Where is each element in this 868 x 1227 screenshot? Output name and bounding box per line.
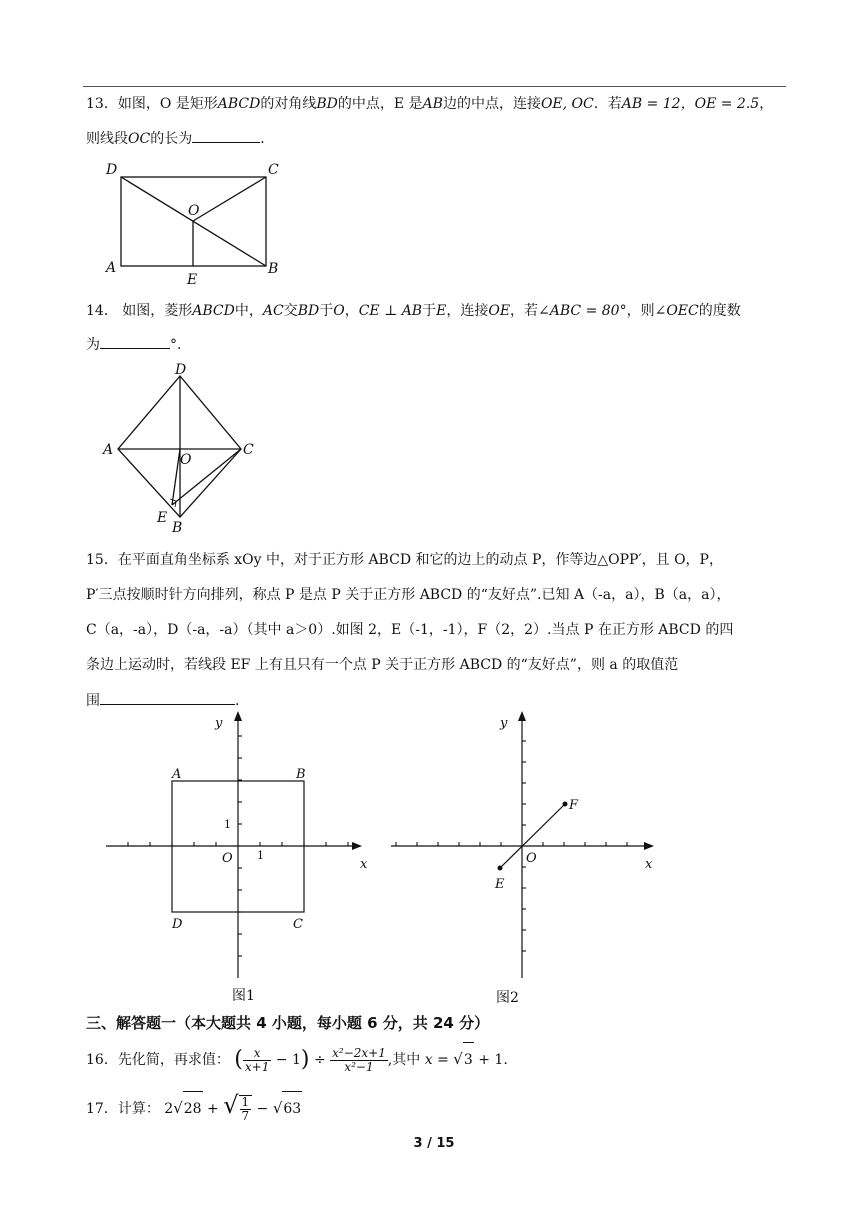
q13-line2: 则线段OC的长为 ． xyxy=(86,128,274,149)
axis-x-label: x xyxy=(645,857,653,872)
label-E: E xyxy=(157,510,168,526)
label-B: B xyxy=(268,261,279,277)
answer-blank[interactable] xyxy=(192,128,260,143)
label-A: A xyxy=(172,767,182,782)
axis-y-label: y xyxy=(215,716,223,731)
label-B: B xyxy=(172,520,183,536)
tick-label-y1: 1 xyxy=(224,818,231,831)
q15-line3: C（a，-a），D（-a，-a）（其中 a＞0）.如图 2，E（-1，-1），F（2，2）.当点 P 在正方形 ABCD 的四 xyxy=(86,622,734,638)
q14-figure xyxy=(100,362,270,537)
axis-y-label: y xyxy=(500,716,508,731)
answer-blank[interactable] xyxy=(100,334,170,349)
label-A: A xyxy=(103,442,114,458)
label-F: F xyxy=(569,798,579,813)
q16-line: 16．先化简，再求值： ( $\frac{x}{x+1}$ − 1) ÷ $\frac{\text{x²−2x+1}}{\text{x²−1}}$ ,其中 x = √3 + 1. xyxy=(86,1042,508,1077)
label-O: O xyxy=(526,851,537,866)
q15-figure1 xyxy=(100,710,380,1010)
q13-figure xyxy=(100,155,300,290)
q15-line4: 条边上运动时，若线段 EF 上有且只有一个点 P 关于正方形 ABCD 的“友好点”，则 a 的取值范 xyxy=(86,657,679,673)
header-rule xyxy=(83,86,786,87)
q15-line2: P′三点按顺时针方向排列，称点 P 是点 P 关于正方形 ABCD 的“友好点”.已知 A（-a，a），B（a，a）， xyxy=(86,587,731,603)
page-number: 3 / 15 xyxy=(413,1136,455,1151)
label-C: C xyxy=(243,442,254,458)
q15-line5: 围 . xyxy=(86,690,239,711)
label-D: D xyxy=(175,362,187,378)
fraction: $\frac{x}{x+1}$ xyxy=(244,1045,270,1074)
q13-line1: 13．如图，O 是矩形ABCD的对角线BD的中点，E 是AB边的中点，连接OE, OC．若AB = 12，OE = 2.5， xyxy=(86,96,774,112)
q14-line1: 14． 如图，菱形ABCD中，AC交BD于O，CE ⊥ AB于E，连接OE，若∠ABC = 80°，则∠OEC的度数 xyxy=(86,303,741,319)
label-C: C xyxy=(293,917,303,932)
label-B: B xyxy=(296,767,306,782)
label-O: O xyxy=(180,452,192,468)
fraction: $\frac{\text{x²−2x+1}}{\text{x²−1}}$ xyxy=(332,1045,386,1074)
label-C: C xyxy=(268,162,279,178)
section-heading: 三、解答题一（本大题共 4 小题，每小题 6 分，共 24 分） xyxy=(86,1014,490,1032)
label-D: D xyxy=(172,917,183,932)
label-D: D xyxy=(106,162,118,178)
figure2-caption: 图2 xyxy=(496,990,519,1006)
q15-figure2 xyxy=(385,710,665,1010)
label-O: O xyxy=(188,203,200,219)
figure1-caption: 图1 xyxy=(232,988,255,1004)
q17-line: 17．计算： 2√28 + √ $\frac{1}{7}$ − √63 xyxy=(86,1088,302,1126)
label-E: E xyxy=(187,272,198,288)
fraction: $\frac{1}{7}$ xyxy=(239,1095,253,1123)
answer-blank[interactable] xyxy=(100,690,235,705)
label-E: E xyxy=(495,877,505,892)
label-O: O xyxy=(222,851,233,866)
tick-label-x1: 1 xyxy=(257,849,264,862)
label-A: A xyxy=(106,260,117,276)
q15-line1: 15．在平面直角坐标系 xOy 中，对于正方形 ABCD 和它的边上的动点 P，作等边△OPP′，且 O，P， xyxy=(86,552,723,568)
q14-line2: 为 °． xyxy=(86,334,191,355)
axis-x-label: x xyxy=(360,857,368,872)
